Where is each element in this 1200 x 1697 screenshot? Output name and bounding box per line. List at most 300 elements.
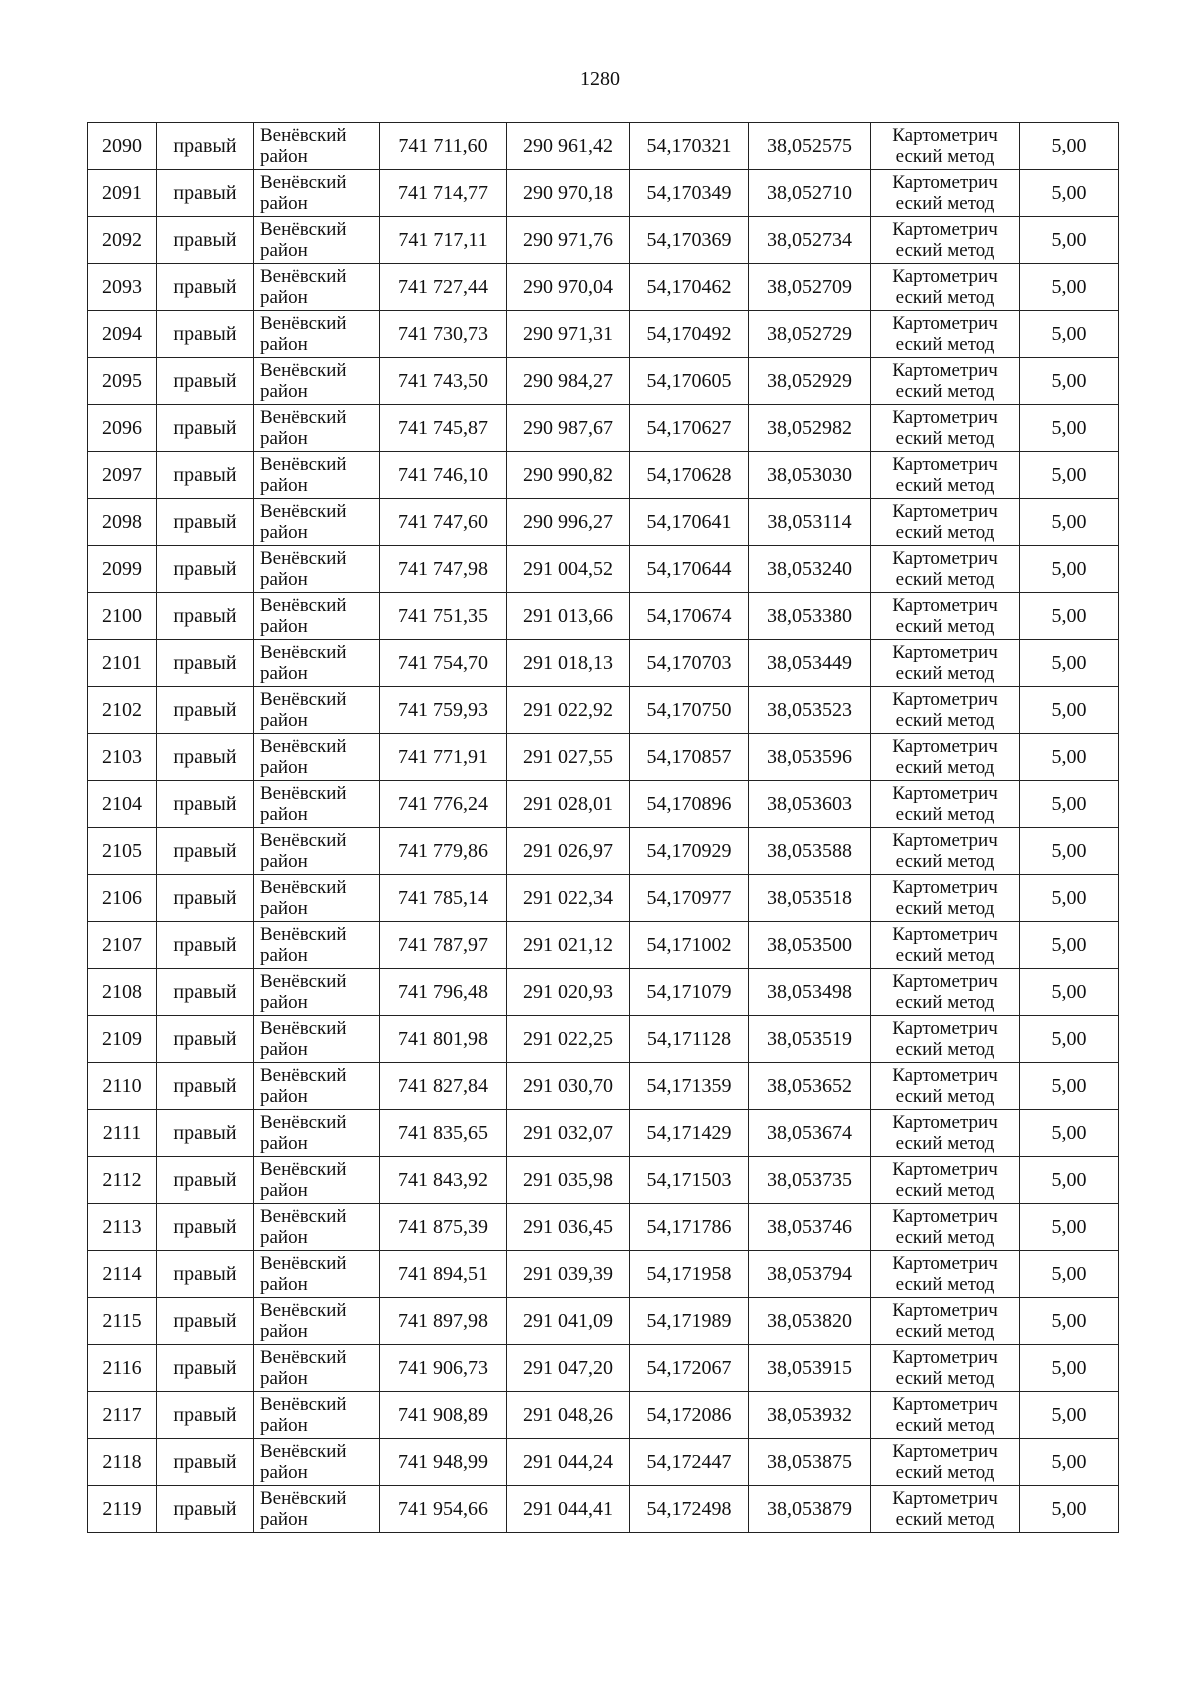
- coord-y-cell: 291 027,55: [507, 734, 630, 781]
- method-cell-line-2: еский метод: [895, 1086, 995, 1107]
- accuracy-cell: 5,00: [1020, 781, 1119, 828]
- method-cell: [871, 1439, 1020, 1486]
- bank-side-cell: правый: [157, 170, 254, 217]
- accuracy-cell: 5,00: [1020, 1063, 1119, 1110]
- method-cell-line-2: еский метод: [895, 898, 995, 919]
- coord-y-cell: 291 004,52: [507, 546, 630, 593]
- bank-side-cell: правый: [157, 875, 254, 922]
- table-row: [88, 452, 1119, 499]
- longitude-cell: 38,053380: [749, 593, 871, 640]
- table-row: [88, 311, 1119, 358]
- point-number-cell: 2109: [88, 1016, 157, 1063]
- district-cell-line-1: Венёвский: [260, 407, 347, 428]
- longitude-cell: 38,053794: [749, 1251, 871, 1298]
- method-cell: [871, 781, 1020, 828]
- latitude-cell: 54,170369: [630, 217, 749, 264]
- coord-y-cell: 291 039,39: [507, 1251, 630, 1298]
- table-row: [88, 687, 1119, 734]
- coord-y-cell: 291 044,24: [507, 1439, 630, 1486]
- latitude-cell: 54,170929: [630, 828, 749, 875]
- table-row: [88, 969, 1119, 1016]
- district-cell-line-2: район: [260, 616, 308, 637]
- point-number-cell: 2107: [88, 922, 157, 969]
- method-cell-line-2: еский метод: [895, 240, 995, 261]
- longitude-cell: 38,053674: [749, 1110, 871, 1157]
- latitude-cell: 54,171429: [630, 1110, 749, 1157]
- bank-side-cell: правый: [157, 922, 254, 969]
- coord-y-cell: 291 041,09: [507, 1298, 630, 1345]
- point-number-cell: 2101: [88, 640, 157, 687]
- bank-side-cell: правый: [157, 264, 254, 311]
- point-number-cell: 2104: [88, 781, 157, 828]
- coord-y-cell: 290 961,42: [507, 123, 630, 170]
- method-cell-line-2: еский метод: [895, 663, 995, 684]
- district-cell-line-2: район: [260, 287, 308, 308]
- district-cell-line-1: Венёвский: [260, 1206, 347, 1227]
- table-row: [88, 1016, 1119, 1063]
- method-cell: [871, 640, 1020, 687]
- accuracy-cell: 5,00: [1020, 452, 1119, 499]
- coord-y-cell: 291 022,92: [507, 687, 630, 734]
- latitude-cell: 54,170321: [630, 123, 749, 170]
- coord-y-cell: 290 987,67: [507, 405, 630, 452]
- method-cell: [871, 170, 1020, 217]
- coord-x-cell: 741 843,92: [380, 1157, 507, 1204]
- coord-x-cell: 741 801,98: [380, 1016, 507, 1063]
- method-cell: [871, 828, 1020, 875]
- latitude-cell: 54,172447: [630, 1439, 749, 1486]
- coord-y-cell: 290 970,18: [507, 170, 630, 217]
- point-number-cell: 2091: [88, 170, 157, 217]
- coord-y-cell: 291 018,13: [507, 640, 630, 687]
- point-number-cell: 2102: [88, 687, 157, 734]
- method-cell-line-1: Картометрич: [892, 548, 998, 569]
- latitude-cell: 54,172086: [630, 1392, 749, 1439]
- latitude-cell: 54,171786: [630, 1204, 749, 1251]
- point-number-cell: 2094: [88, 311, 157, 358]
- method-cell-line-1: Картометрич: [892, 125, 998, 146]
- coord-x-cell: 741 771,91: [380, 734, 507, 781]
- accuracy-cell: 5,00: [1020, 1345, 1119, 1392]
- district-cell-line-2: район: [260, 334, 308, 355]
- district-cell-line-2: район: [260, 1368, 308, 1389]
- longitude-cell: 38,053523: [749, 687, 871, 734]
- district-cell-line-1: Венёвский: [260, 219, 347, 240]
- district-cell-line-1: Венёвский: [260, 1347, 347, 1368]
- method-cell: [871, 1392, 1020, 1439]
- district-cell: [254, 170, 380, 217]
- method-cell-line-1: Картометрич: [892, 266, 998, 287]
- district-cell: [254, 546, 380, 593]
- district-cell-line-2: район: [260, 522, 308, 543]
- method-cell-line-1: Картометрич: [892, 1159, 998, 1180]
- coord-y-cell: 290 984,27: [507, 358, 630, 405]
- point-number-cell: 2099: [88, 546, 157, 593]
- district-cell-line-2: район: [260, 663, 308, 684]
- longitude-cell: 38,053746: [749, 1204, 871, 1251]
- accuracy-cell: 5,00: [1020, 593, 1119, 640]
- coord-x-cell: 741 894,51: [380, 1251, 507, 1298]
- accuracy-cell: 5,00: [1020, 1110, 1119, 1157]
- table-row: [88, 1110, 1119, 1157]
- district-cell-line-2: район: [260, 569, 308, 590]
- district-cell: [254, 1345, 380, 1392]
- point-number-cell: 2095: [88, 358, 157, 405]
- district-cell-line-2: район: [260, 1274, 308, 1295]
- method-cell-line-1: Картометрич: [892, 172, 998, 193]
- accuracy-cell: 5,00: [1020, 969, 1119, 1016]
- table-row: [88, 1204, 1119, 1251]
- method-cell-line-2: еский метод: [895, 1462, 995, 1483]
- table-row: [88, 1345, 1119, 1392]
- latitude-cell: 54,170977: [630, 875, 749, 922]
- coord-x-cell: 741 908,89: [380, 1392, 507, 1439]
- district-cell-line-2: район: [260, 851, 308, 872]
- point-number-cell: 2093: [88, 264, 157, 311]
- method-cell-line-1: Картометрич: [892, 689, 998, 710]
- district-cell-line-2: район: [260, 1462, 308, 1483]
- coord-x-cell: 741 759,93: [380, 687, 507, 734]
- table-row: [88, 499, 1119, 546]
- district-cell-line-2: район: [260, 240, 308, 261]
- method-cell-line-2: еский метод: [895, 1180, 995, 1201]
- method-cell-line-2: еский метод: [895, 616, 995, 637]
- table-row: [88, 1063, 1119, 1110]
- table-row: [88, 734, 1119, 781]
- accuracy-cell: 5,00: [1020, 1016, 1119, 1063]
- coord-y-cell: 291 044,41: [507, 1486, 630, 1533]
- method-cell-line-2: еский метод: [895, 1274, 995, 1295]
- longitude-cell: 38,053500: [749, 922, 871, 969]
- district-cell-line-1: Венёвский: [260, 877, 347, 898]
- latitude-cell: 54,170644: [630, 546, 749, 593]
- accuracy-cell: 5,00: [1020, 123, 1119, 170]
- district-cell: [254, 499, 380, 546]
- bank-side-cell: правый: [157, 405, 254, 452]
- method-cell-line-1: Картометрич: [892, 1112, 998, 1133]
- coord-y-cell: 291 028,01: [507, 781, 630, 828]
- accuracy-cell: 5,00: [1020, 1204, 1119, 1251]
- method-cell-line-2: еский метод: [895, 475, 995, 496]
- district-cell: [254, 1063, 380, 1110]
- accuracy-cell: 5,00: [1020, 217, 1119, 264]
- district-cell: [254, 922, 380, 969]
- district-cell-line-1: Венёвский: [260, 1394, 347, 1415]
- coord-x-cell: 741 787,97: [380, 922, 507, 969]
- district-cell: [254, 452, 380, 499]
- coord-y-cell: 290 970,04: [507, 264, 630, 311]
- bank-side-cell: правый: [157, 1345, 254, 1392]
- table-row: [88, 217, 1119, 264]
- method-cell-line-2: еский метод: [895, 757, 995, 778]
- longitude-cell: 38,052709: [749, 264, 871, 311]
- coord-x-cell: 741 714,77: [380, 170, 507, 217]
- bank-side-cell: правый: [157, 1110, 254, 1157]
- district-cell-line-1: Венёвский: [260, 783, 347, 804]
- point-number-cell: 2118: [88, 1439, 157, 1486]
- longitude-cell: 38,053932: [749, 1392, 871, 1439]
- latitude-cell: 54,170641: [630, 499, 749, 546]
- method-cell: [871, 687, 1020, 734]
- district-cell: [254, 1204, 380, 1251]
- coord-y-cell: 291 013,66: [507, 593, 630, 640]
- bank-side-cell: правый: [157, 828, 254, 875]
- longitude-cell: 38,053735: [749, 1157, 871, 1204]
- table-row: [88, 123, 1119, 170]
- coord-y-cell: 291 032,07: [507, 1110, 630, 1157]
- district-cell-line-2: район: [260, 475, 308, 496]
- point-number-cell: 2119: [88, 1486, 157, 1533]
- district-cell-line-1: Венёвский: [260, 642, 347, 663]
- method-cell-line-1: Картометрич: [892, 642, 998, 663]
- coord-y-cell: 291 048,26: [507, 1392, 630, 1439]
- bank-side-cell: правый: [157, 734, 254, 781]
- method-cell-line-2: еский метод: [895, 569, 995, 590]
- bank-side-cell: правый: [157, 687, 254, 734]
- table-row: [88, 640, 1119, 687]
- district-cell-line-1: Венёвский: [260, 736, 347, 757]
- coord-x-cell: 741 779,86: [380, 828, 507, 875]
- coord-x-cell: 741 796,48: [380, 969, 507, 1016]
- method-cell: [871, 123, 1020, 170]
- method-cell-line-1: Картометрич: [892, 313, 998, 334]
- latitude-cell: 54,170750: [630, 687, 749, 734]
- table-row: [88, 546, 1119, 593]
- longitude-cell: 38,053603: [749, 781, 871, 828]
- latitude-cell: 54,171079: [630, 969, 749, 1016]
- accuracy-cell: 5,00: [1020, 499, 1119, 546]
- method-cell: [871, 875, 1020, 922]
- longitude-cell: 38,053588: [749, 828, 871, 875]
- bank-side-cell: правый: [157, 311, 254, 358]
- method-cell-line-2: еский метод: [895, 1415, 995, 1436]
- accuracy-cell: 5,00: [1020, 1251, 1119, 1298]
- method-cell: [871, 1298, 1020, 1345]
- longitude-cell: 38,053114: [749, 499, 871, 546]
- method-cell-line-2: еский метод: [895, 428, 995, 449]
- method-cell-line-2: еский метод: [895, 522, 995, 543]
- latitude-cell: 54,170605: [630, 358, 749, 405]
- bank-side-cell: правый: [157, 1486, 254, 1533]
- method-cell-line-2: еский метод: [895, 1368, 995, 1389]
- method-cell-line-1: Картометрич: [892, 1394, 998, 1415]
- coord-y-cell: 291 026,97: [507, 828, 630, 875]
- table-row: [88, 1486, 1119, 1533]
- bank-side-cell: правый: [157, 1016, 254, 1063]
- longitude-cell: 38,053498: [749, 969, 871, 1016]
- point-number-cell: 2103: [88, 734, 157, 781]
- method-cell-line-1: Картометрич: [892, 1300, 998, 1321]
- coord-x-cell: 741 785,14: [380, 875, 507, 922]
- district-cell-line-2: район: [260, 146, 308, 167]
- method-cell-line-2: еский метод: [895, 334, 995, 355]
- district-cell-line-1: Венёвский: [260, 266, 347, 287]
- point-number-cell: 2106: [88, 875, 157, 922]
- latitude-cell: 54,170349: [630, 170, 749, 217]
- table-row: [88, 828, 1119, 875]
- method-cell-line-1: Картометрич: [892, 595, 998, 616]
- accuracy-cell: 5,00: [1020, 1439, 1119, 1486]
- latitude-cell: 54,170627: [630, 405, 749, 452]
- coord-x-cell: 741 954,66: [380, 1486, 507, 1533]
- method-cell-line-2: еский метод: [895, 1227, 995, 1248]
- district-cell-line-2: район: [260, 381, 308, 402]
- method-cell-line-1: Картометрич: [892, 924, 998, 945]
- table-row: [88, 1392, 1119, 1439]
- method-cell-line-2: еский метод: [895, 804, 995, 825]
- bank-side-cell: правый: [157, 1204, 254, 1251]
- method-cell: [871, 499, 1020, 546]
- longitude-cell: 38,053240: [749, 546, 871, 593]
- district-cell-line-1: Венёвский: [260, 172, 347, 193]
- bank-side-cell: правый: [157, 1298, 254, 1345]
- method-cell-line-2: еский метод: [895, 193, 995, 214]
- coord-x-cell: 741 835,65: [380, 1110, 507, 1157]
- coord-x-cell: 741 906,73: [380, 1345, 507, 1392]
- latitude-cell: 54,172498: [630, 1486, 749, 1533]
- latitude-cell: 54,171002: [630, 922, 749, 969]
- district-cell: [254, 687, 380, 734]
- district-cell-line-2: район: [260, 898, 308, 919]
- district-cell: [254, 593, 380, 640]
- method-cell: [871, 311, 1020, 358]
- accuracy-cell: 5,00: [1020, 1486, 1119, 1533]
- page-number: 1280: [580, 68, 620, 90]
- point-number-cell: 2108: [88, 969, 157, 1016]
- coordinates-table: [87, 122, 1119, 1533]
- point-number-cell: 2112: [88, 1157, 157, 1204]
- table-row: [88, 875, 1119, 922]
- district-cell-line-1: Венёвский: [260, 830, 347, 851]
- coord-x-cell: 741 727,44: [380, 264, 507, 311]
- district-cell-line-2: район: [260, 1321, 308, 1342]
- district-cell-line-2: район: [260, 992, 308, 1013]
- method-cell: [871, 1157, 1020, 1204]
- accuracy-cell: 5,00: [1020, 734, 1119, 781]
- coord-x-cell: 741 827,84: [380, 1063, 507, 1110]
- table-row: [88, 1157, 1119, 1204]
- method-cell: [871, 1110, 1020, 1157]
- method-cell: [871, 1016, 1020, 1063]
- district-cell: [254, 969, 380, 1016]
- method-cell-line-2: еский метод: [895, 710, 995, 731]
- method-cell-line-2: еский метод: [895, 1509, 995, 1530]
- method-cell: [871, 593, 1020, 640]
- method-cell: [871, 1063, 1020, 1110]
- longitude-cell: 38,053875: [749, 1439, 871, 1486]
- point-number-cell: 2116: [88, 1345, 157, 1392]
- point-number-cell: 2113: [88, 1204, 157, 1251]
- table-row: [88, 593, 1119, 640]
- accuracy-cell: 5,00: [1020, 1392, 1119, 1439]
- district-cell: [254, 1251, 380, 1298]
- district-cell-line-2: район: [260, 1180, 308, 1201]
- method-cell-line-1: Картометрич: [892, 1206, 998, 1227]
- method-cell: [871, 734, 1020, 781]
- coord-y-cell: 290 971,31: [507, 311, 630, 358]
- coord-y-cell: 291 030,70: [507, 1063, 630, 1110]
- coord-x-cell: 741 776,24: [380, 781, 507, 828]
- district-cell: [254, 1110, 380, 1157]
- longitude-cell: 38,053820: [749, 1298, 871, 1345]
- longitude-cell: 38,053449: [749, 640, 871, 687]
- method-cell-line-1: Картометрич: [892, 219, 998, 240]
- table-row: [88, 922, 1119, 969]
- longitude-cell: 38,052710: [749, 170, 871, 217]
- bank-side-cell: правый: [157, 640, 254, 687]
- longitude-cell: 38,053652: [749, 1063, 871, 1110]
- method-cell: [871, 217, 1020, 264]
- accuracy-cell: 5,00: [1020, 358, 1119, 405]
- table-row: [88, 1439, 1119, 1486]
- coord-y-cell: 291 036,45: [507, 1204, 630, 1251]
- district-cell-line-1: Венёвский: [260, 971, 347, 992]
- district-cell: [254, 1157, 380, 1204]
- method-cell-line-1: Картометрич: [892, 1065, 998, 1086]
- district-cell-line-1: Венёвский: [260, 125, 347, 146]
- accuracy-cell: 5,00: [1020, 264, 1119, 311]
- accuracy-cell: 5,00: [1020, 170, 1119, 217]
- district-cell-line-2: район: [260, 428, 308, 449]
- method-cell-line-1: Картометрич: [892, 736, 998, 757]
- latitude-cell: 54,171359: [630, 1063, 749, 1110]
- longitude-cell: 38,052734: [749, 217, 871, 264]
- district-cell-line-1: Венёвский: [260, 360, 347, 381]
- point-number-cell: 2098: [88, 499, 157, 546]
- district-cell-line-1: Венёвский: [260, 1300, 347, 1321]
- table-row: [88, 1298, 1119, 1345]
- table-row: [88, 405, 1119, 452]
- district-cell-line-1: Венёвский: [260, 548, 347, 569]
- point-number-cell: 2092: [88, 217, 157, 264]
- district-cell-line-1: Венёвский: [260, 501, 347, 522]
- accuracy-cell: 5,00: [1020, 922, 1119, 969]
- district-cell-line-2: район: [260, 1086, 308, 1107]
- point-number-cell: 2097: [88, 452, 157, 499]
- latitude-cell: 54,171958: [630, 1251, 749, 1298]
- district-cell-line-2: район: [260, 1227, 308, 1248]
- bank-side-cell: правый: [157, 217, 254, 264]
- bank-side-cell: правый: [157, 781, 254, 828]
- coord-y-cell: 290 971,76: [507, 217, 630, 264]
- district-cell-line-2: район: [260, 710, 308, 731]
- district-cell: [254, 1298, 380, 1345]
- bank-side-cell: правый: [157, 358, 254, 405]
- method-cell-line-2: еский метод: [895, 851, 995, 872]
- coord-y-cell: 291 035,98: [507, 1157, 630, 1204]
- latitude-cell: 54,170896: [630, 781, 749, 828]
- method-cell-line-1: Картометрич: [892, 877, 998, 898]
- coord-x-cell: 741 743,50: [380, 358, 507, 405]
- district-cell-line-2: район: [260, 1133, 308, 1154]
- accuracy-cell: 5,00: [1020, 1157, 1119, 1204]
- district-cell-line-1: Венёвский: [260, 595, 347, 616]
- longitude-cell: 38,052982: [749, 405, 871, 452]
- method-cell-line-1: Картометрич: [892, 1018, 998, 1039]
- latitude-cell: 54,171128: [630, 1016, 749, 1063]
- method-cell: [871, 922, 1020, 969]
- bank-side-cell: правый: [157, 1063, 254, 1110]
- coord-y-cell: 291 021,12: [507, 922, 630, 969]
- district-cell-line-1: Венёвский: [260, 1018, 347, 1039]
- point-number-cell: 2105: [88, 828, 157, 875]
- latitude-cell: 54,171503: [630, 1157, 749, 1204]
- method-cell-line-1: Картометрич: [892, 1488, 998, 1509]
- district-cell: [254, 264, 380, 311]
- coord-x-cell: 741 717,11: [380, 217, 507, 264]
- coord-x-cell: 741 747,60: [380, 499, 507, 546]
- point-number-cell: 2096: [88, 405, 157, 452]
